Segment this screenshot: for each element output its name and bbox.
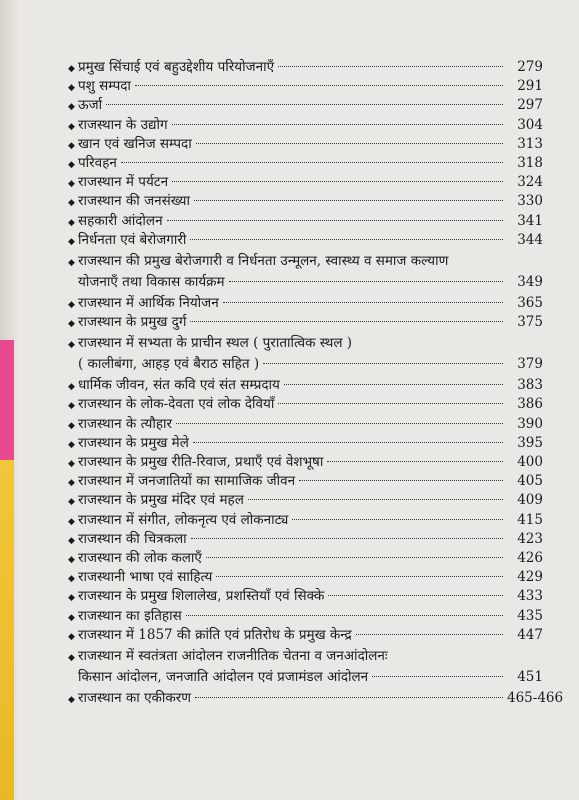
toc-entry (68, 294, 543, 313)
toc-entry-page: 330 (517, 193, 543, 210)
toc-entry-page: 375 (517, 314, 543, 331)
dot-leader (193, 442, 503, 443)
bullet-icon: ◆ (68, 439, 75, 450)
toc-entry-title: राजस्थान में 1857 की क्रांति एवं प्रतिरोध के प्रमुख केन्द्र (78, 626, 352, 643)
toc-entry (68, 607, 543, 626)
bullet-icon: ◆ (68, 516, 75, 527)
bullet-icon: ◆ (68, 257, 75, 268)
dot-leader (292, 519, 503, 520)
toc-entry-title: राजस्थान के प्रमुख दुर्ग (78, 314, 187, 331)
toc-entry-title: राजस्थान का इतिहास (78, 607, 182, 624)
toc-entry-title: निर्धनता एवं बेरोजगारी (78, 231, 187, 248)
bullet-icon: ◆ (68, 83, 75, 94)
toc-entry-title: राजस्थान में आर्थिक नियोजन (78, 294, 219, 311)
toc-entry-title: राजस्थान के प्रमुख मेले (78, 434, 189, 451)
dot-leader (356, 634, 503, 635)
toc-entry-title: खान एवं खनिज सम्पदा (78, 135, 192, 152)
toc-entry (68, 453, 543, 472)
toc-entry-title: पशु सम्पदा (78, 78, 131, 95)
bullet-icon: ◆ (68, 102, 75, 113)
toc-entry (68, 192, 543, 211)
toc-entry-page: 365 (517, 294, 543, 311)
toc-entry-title: राजस्थान का एकीकरण (78, 689, 192, 706)
bullet-icon: ◆ (68, 382, 75, 393)
dot-leader (372, 676, 503, 677)
bullet-icon: ◆ (68, 159, 75, 170)
toc-entry (68, 626, 543, 645)
dot-leader (263, 363, 503, 364)
toc-entry (68, 231, 543, 250)
dot-leader (206, 557, 503, 558)
bullet-icon: ◆ (68, 236, 75, 247)
toc-entry-title: राजस्थान में संगीत, लोकनृत्य एवं लोकनाट्य (78, 511, 289, 528)
toc-entry-title: ऊर्जा (78, 97, 103, 114)
colored-page-edge-strip (0, 340, 14, 800)
dot-leader (135, 85, 503, 86)
bullet-icon: ◆ (68, 319, 75, 330)
toc-entry-page: 451 (517, 668, 543, 685)
toc-entry-page: 341 (517, 212, 543, 229)
toc-entry (68, 334, 543, 374)
toc-entry-page: 318 (517, 154, 543, 171)
toc-entry-title: राजस्थान में स्वतंत्रता आंदोलन राजनीतिक चेतना व जनआंदोलनः (78, 647, 388, 664)
dot-leader (191, 538, 503, 539)
toc-entry-page: 386 (517, 396, 543, 413)
bullet-icon: ◆ (68, 497, 75, 508)
toc-entry (68, 587, 543, 606)
toc-entry (68, 154, 543, 173)
toc-entry-page: 297 (517, 97, 543, 114)
dot-leader (299, 480, 503, 481)
dot-leader (248, 499, 503, 500)
bullet-icon: ◆ (68, 299, 75, 310)
dot-leader (106, 104, 503, 105)
toc-entry (68, 472, 543, 491)
toc-entry (68, 647, 543, 687)
bullet-icon: ◆ (68, 179, 75, 190)
toc-entry-page: 395 (517, 434, 543, 451)
bullet-icon: ◆ (68, 631, 75, 642)
toc-entry-title: राजस्थान के प्रमुख रीति-रिवाज, प्रथाएँ एवं वेशभूषा (78, 454, 324, 470)
bullet-icon: ◆ (68, 401, 75, 412)
toc-entry-title-continued: ( कालीबंगा, आहड़ एवं बैराठ सहित ) (78, 356, 260, 373)
toc-entry-page: 409 (517, 492, 543, 509)
toc-entry-title: राजस्थान के प्रमुख शिलालेख, प्रशस्तियाँ एवं सिक्के (78, 588, 325, 605)
toc-entry-title: राजस्थान की जनसंख्या (78, 193, 190, 210)
toc-entry-page: 415 (517, 511, 543, 528)
toc-entry-title-continued: योजनाएँ तथा विकास कार्यक्रम (78, 273, 225, 290)
dot-leader (196, 143, 503, 144)
bullet-icon: ◆ (68, 121, 75, 132)
toc-entry (68, 530, 543, 549)
toc-entry (68, 173, 543, 192)
toc-entry-title: राजस्थान की प्रमुख बेरोजगारी व निर्धनता उन्मूलन, स्वास्थ्य व समाज कल्याण (78, 252, 449, 269)
toc-entry-page: 405 (517, 473, 543, 490)
toc-entry-page: 426 (517, 549, 543, 566)
toc-entry (68, 511, 543, 530)
toc-entry-page: 291 (517, 78, 543, 95)
toc-entry-title: राजस्थान की लोक कलाएँ (78, 549, 202, 566)
toc-entry (68, 434, 543, 453)
toc-entry (68, 568, 543, 587)
toc-entry-page: 429 (517, 569, 543, 586)
table-of-contents (68, 58, 564, 708)
toc-entry-title: राजस्थान के प्रमुख मंदिर एवं महल (78, 492, 244, 509)
dot-leader (167, 220, 503, 221)
toc-entry-title: राजस्थान के उद्योग (78, 116, 168, 133)
bullet-icon: ◆ (68, 574, 75, 585)
toc-entry-page: 433 (517, 588, 543, 605)
toc-entry-page: 447 (517, 626, 543, 643)
toc-entry-page: 349 (517, 273, 543, 290)
dot-leader (223, 302, 503, 303)
dot-leader (172, 181, 503, 182)
dot-leader (186, 615, 503, 616)
toc-entry (68, 135, 543, 154)
toc-entry-title: सहकारी आंदोलन (78, 212, 163, 229)
dot-leader (278, 403, 503, 404)
dot-leader (229, 281, 503, 282)
bullet-icon: ◆ (68, 694, 75, 705)
toc-entry-title-continued: किसान आंदोलन, जनजाति आंदोलन एवं प्रजामंडल आंदोलन (78, 668, 369, 685)
dot-leader (121, 162, 503, 163)
toc-entry-title: प्रमुख सिंचाई एवं बहुउद्देशीय परियोजनाएँ (78, 59, 275, 75)
bullet-icon: ◆ (68, 198, 75, 209)
toc-entry (68, 313, 543, 332)
bullet-icon: ◆ (68, 217, 75, 228)
bullet-icon: ◆ (68, 64, 75, 74)
bullet-icon: ◆ (68, 420, 75, 431)
toc-entry-title: राजस्थान में सभ्यता के प्राचीन स्थल ( पुरातात्विक स्थल ) (78, 335, 353, 352)
toc-entry-page: 390 (517, 415, 543, 432)
bullet-icon: ◆ (68, 478, 75, 489)
toc-entry-page: 304 (517, 116, 543, 133)
bullet-icon: ◆ (68, 535, 75, 546)
dot-leader (190, 239, 503, 240)
dot-leader (172, 124, 503, 125)
toc-entry (68, 252, 543, 292)
bullet-icon: ◆ (68, 340, 75, 351)
dot-leader (284, 384, 503, 385)
toc-entry (68, 212, 543, 231)
dot-leader (278, 66, 503, 67)
toc-entry (68, 116, 543, 135)
dot-leader (190, 321, 503, 322)
toc-entry (68, 549, 543, 568)
toc-entry (68, 376, 543, 395)
toc-entry-page: 423 (517, 530, 543, 547)
toc-entry-page: 400 (517, 454, 543, 470)
toc-entry-page: 435 (517, 607, 543, 624)
toc-entry (68, 96, 543, 115)
toc-entry-page: 383 (517, 377, 543, 394)
dot-leader (194, 200, 503, 201)
toc-entry-title: राजस्थानी भाषा एवं साहित्य (78, 569, 213, 586)
dot-leader (176, 423, 503, 424)
toc-entry-page: 279 (517, 59, 543, 75)
toc-entry-title: राजस्थान की चित्रकला (78, 530, 187, 547)
toc-entry-title: राजस्थान के लोक-देवता एवं लोक देवियाँ (78, 396, 275, 413)
toc-entry-title: राजस्थान में पर्यटन (78, 174, 169, 191)
toc-entry-page: 379 (517, 356, 543, 373)
toc-entry-title: धार्मिक जीवन, संत कवि एवं संत सम्प्रदाय (78, 377, 280, 394)
toc-entry-title: राजस्थान में जनजातियों का सामाजिक जीवन (78, 473, 296, 490)
bullet-icon: ◆ (68, 140, 75, 151)
dot-leader (195, 697, 503, 698)
bullet-icon: ◆ (68, 459, 75, 469)
bullet-icon: ◆ (68, 593, 75, 604)
toc-entry-title: राजस्थान के त्यौहार (78, 415, 173, 432)
bullet-icon: ◆ (68, 612, 75, 623)
toc-entry (68, 689, 564, 708)
dot-leader (216, 576, 503, 577)
toc-entry-page: 465-466 (507, 689, 564, 706)
bullet-icon: ◆ (68, 652, 75, 663)
toc-entry (68, 77, 543, 96)
toc-entry (68, 58, 543, 77)
toc-entry (68, 491, 543, 510)
dot-leader (327, 461, 503, 462)
toc-entry (68, 415, 543, 434)
toc-entry-page: 313 (517, 135, 543, 152)
dot-leader (328, 595, 503, 596)
bullet-icon: ◆ (68, 554, 75, 565)
toc-entry-title: परिवहन (78, 154, 117, 171)
toc-entry-page: 344 (517, 231, 543, 248)
toc-entry-page: 324 (517, 174, 543, 191)
toc-entry (68, 395, 543, 414)
